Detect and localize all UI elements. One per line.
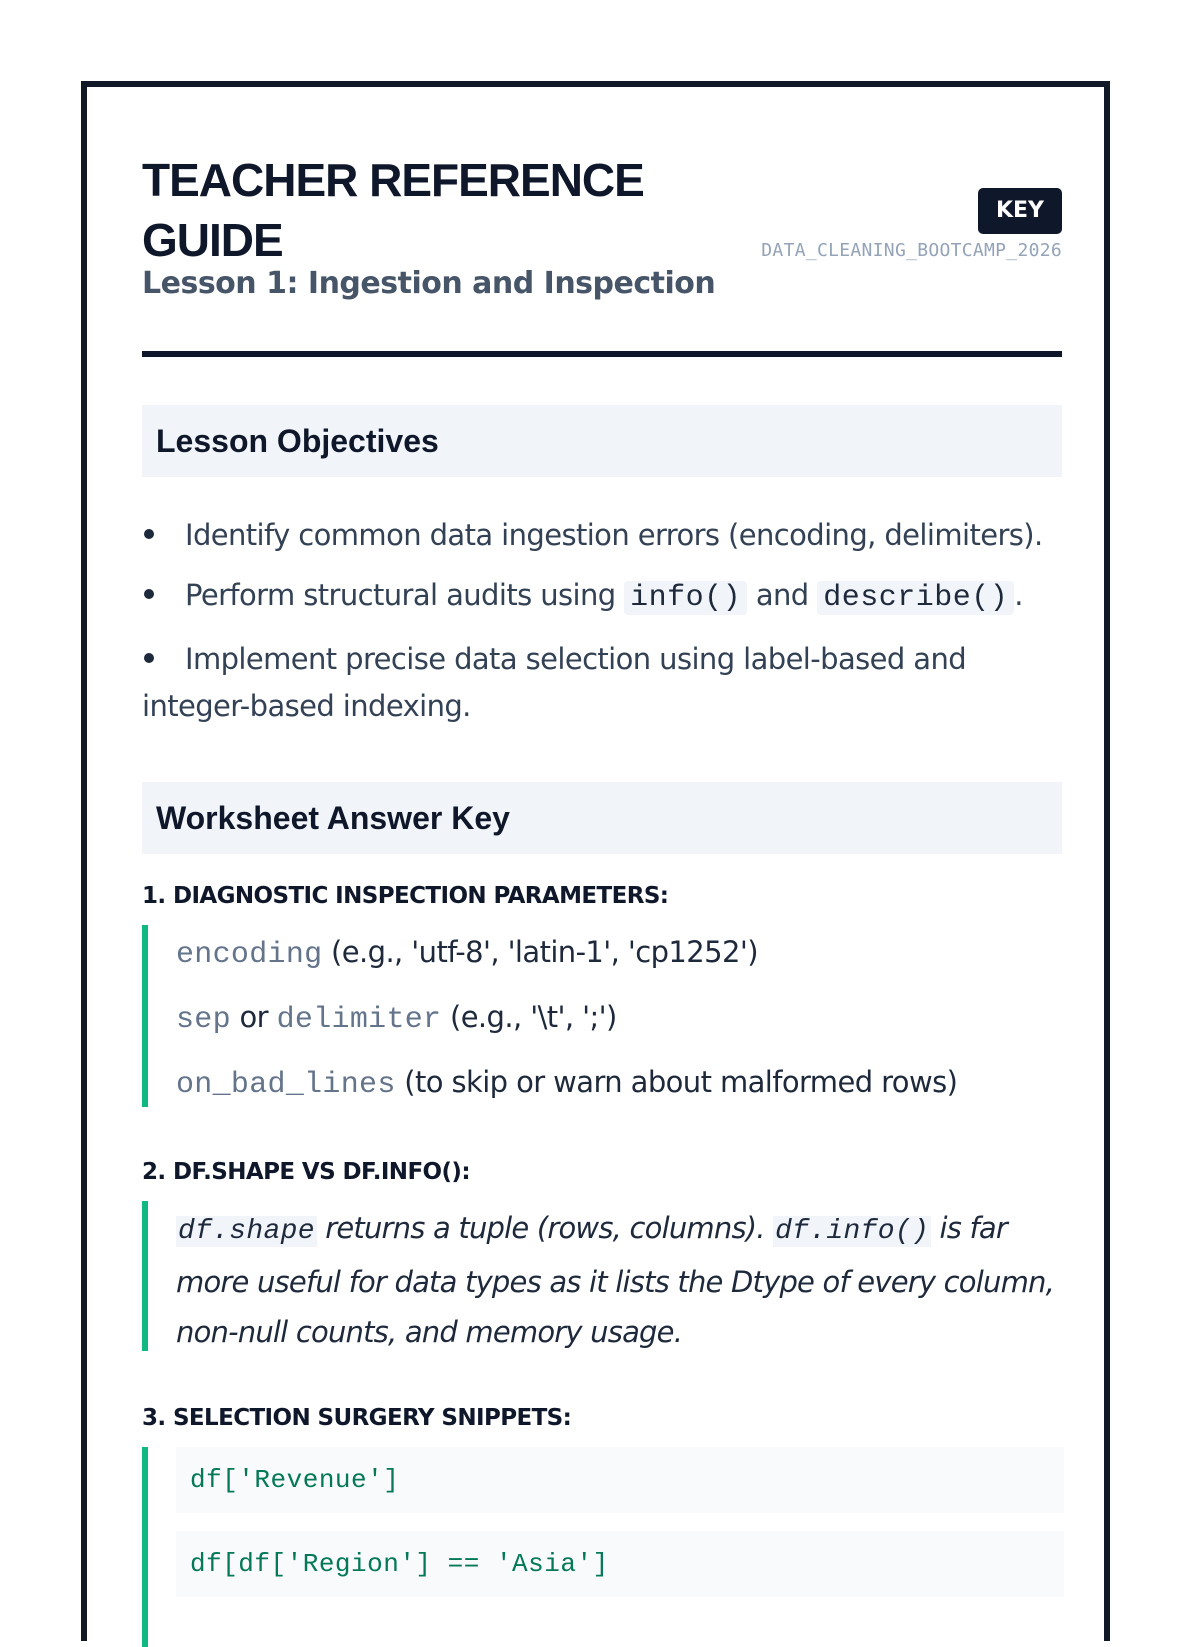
question-2-label: 2. DF.SHAPE VS DF.INFO():	[142, 1159, 470, 1185]
reference-guide-page	[81, 81, 1110, 1641]
answer-2-text	[176, 1201, 1062, 1357]
question-1-label: 1. DIAGNOSTIC INSPECTION PARAMETERS:	[142, 883, 669, 909]
page-content	[142, 87, 1062, 1579]
param-row	[176, 925, 1062, 990]
answer-text: non-null counts, and memory usage.	[176, 1315, 683, 1349]
inline-code: df.shape	[178, 1216, 315, 1247]
objective-text: integer-based indexing.	[142, 689, 471, 723]
objectives-heading: Lesson Objectives	[142, 405, 1062, 477]
page-title	[142, 150, 722, 270]
inline-code: df.info()	[775, 1216, 930, 1247]
objective-text: .	[1014, 578, 1023, 612]
param-desc: (e.g., 'utf-8', 'latin-1', 'cp1252')	[322, 935, 758, 969]
guide-header	[142, 87, 1062, 357]
bullet-icon	[144, 529, 154, 539]
bullet-icon	[144, 589, 154, 599]
answer-key-heading: Worksheet Answer Key	[142, 782, 1062, 854]
list-item	[142, 572, 1062, 636]
inline-code: describe()	[817, 581, 1014, 615]
param-row	[176, 990, 1062, 1055]
param-desc: or	[230, 1000, 277, 1034]
objective-text: Implement precise data selection using label-based and	[185, 642, 967, 676]
answer-text: more useful for data types as it lists the Dtype of every column,	[176, 1265, 1055, 1299]
param-code: on_bad_lines	[176, 1068, 396, 1102]
objective-text: Identify common data ingestion errors (encoding, delimiters).	[185, 518, 1043, 552]
code-snippet: df['Revenue']	[176, 1447, 1064, 1513]
answer-text: is far	[931, 1211, 1007, 1245]
param-code: encoding	[176, 938, 323, 972]
objective-text: and	[747, 578, 818, 612]
title-line-1: TEACHER REFERENCE	[142, 154, 644, 206]
param-row	[176, 1055, 1062, 1120]
objectives-list	[142, 512, 1062, 730]
lesson-subtitle: Lesson 1: Ingestion and Inspection	[142, 266, 716, 301]
answer-3-block	[142, 1447, 1062, 1647]
param-desc: (e.g., '\t', ';')	[441, 1000, 617, 1034]
param-code: sep	[176, 1003, 231, 1037]
bullet-icon	[144, 653, 154, 663]
title-line-2: GUIDE	[142, 214, 283, 266]
code-snippet: df[df['Region'] == 'Asia']	[176, 1531, 1064, 1597]
question-3-label: 3. SELECTION SURGERY SNIPPETS:	[142, 1405, 572, 1431]
answer-2-block	[142, 1201, 1062, 1351]
inline-code: info()	[624, 581, 747, 615]
objective-text: Perform structural audits using	[185, 578, 625, 612]
param-desc: (to skip or warn about malformed rows)	[395, 1065, 958, 1099]
list-item	[142, 512, 1062, 572]
answer-text: returns a tuple (rows, columns).	[316, 1211, 774, 1245]
header-divider	[142, 351, 1062, 357]
param-code: delimiter	[276, 1003, 442, 1037]
answer-1-block	[142, 925, 1062, 1107]
key-badge: KEY	[978, 188, 1062, 234]
course-code: DATA_CLEANING_BOOTCAMP_2026	[761, 240, 1062, 261]
list-item	[142, 636, 1062, 730]
